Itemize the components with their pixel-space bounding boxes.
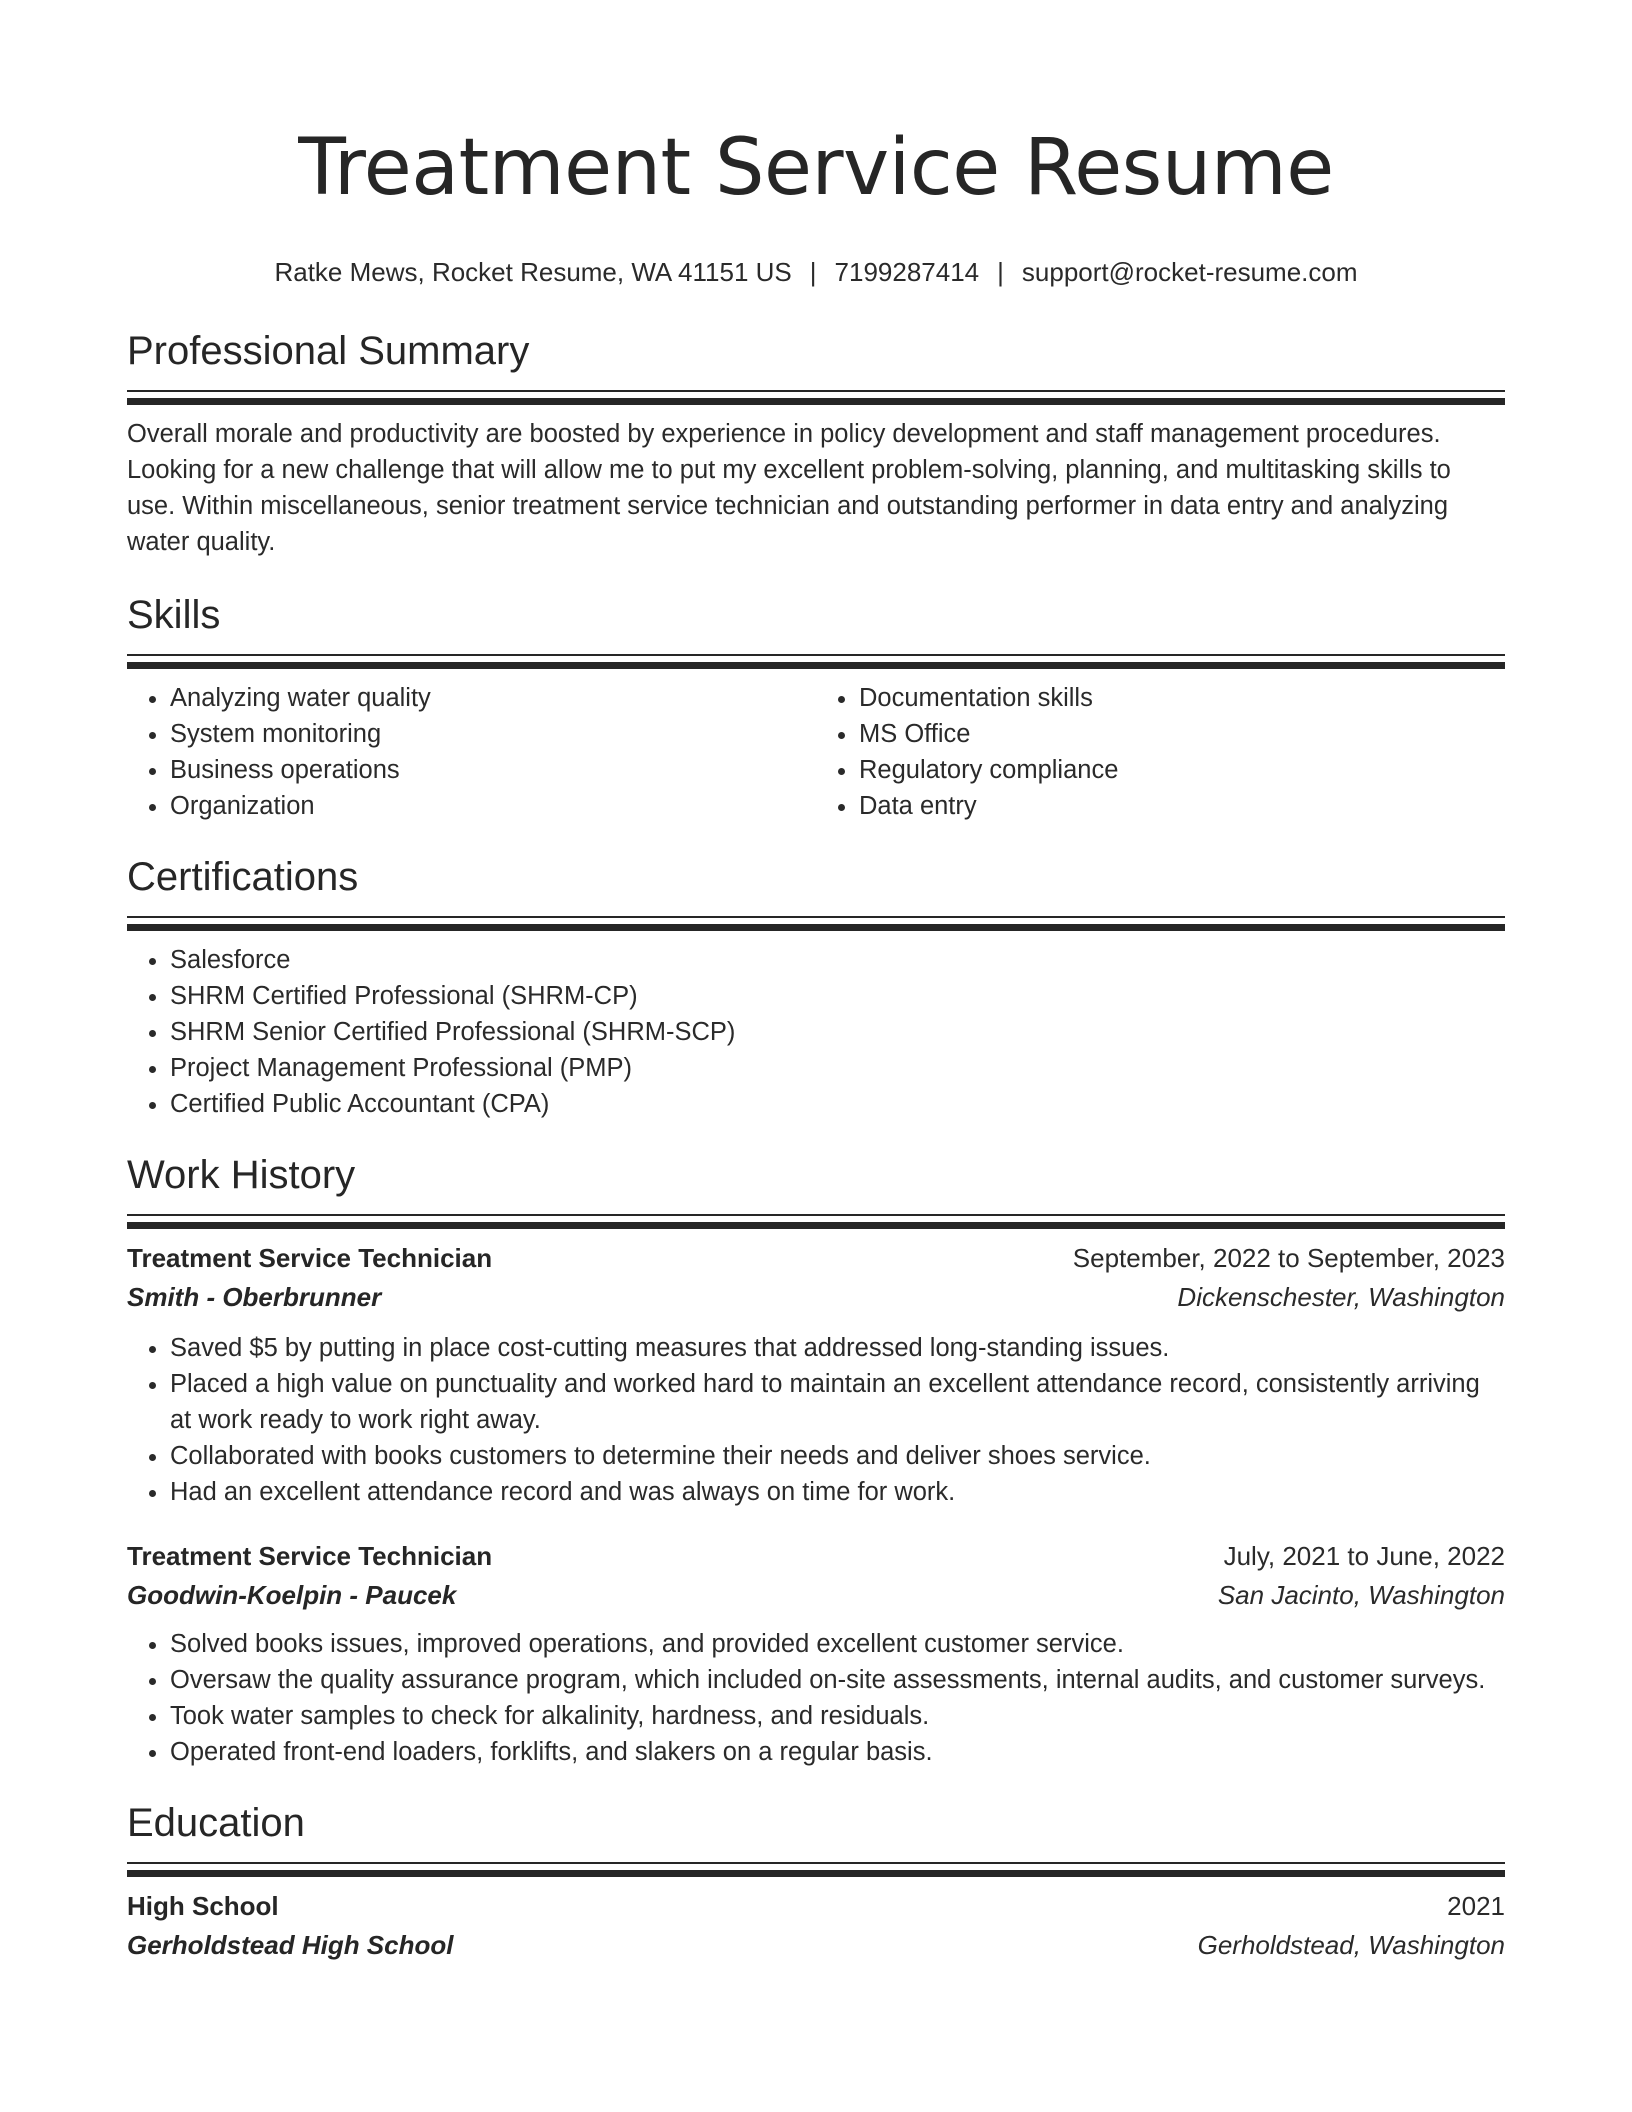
contact-separator: | xyxy=(997,257,1004,287)
section-heading-summary: Professional Summary xyxy=(127,329,530,373)
contact-address: Ratke Mews, Rocket Resume, WA 41151 US xyxy=(274,257,792,287)
skill-item: • MS Office xyxy=(859,716,1505,752)
section-heading-work-history: Work History xyxy=(127,1153,356,1197)
section-divider xyxy=(127,654,1505,659)
education-location: Gerholdstead, Washington xyxy=(1197,1930,1505,1960)
contact-phone: 7199287414 xyxy=(834,257,980,287)
summary-text: Overall morale and productivity are boosted by experience in policy development and staff management procedures. Looking for a new challenge that will allow me to put my excellent problem-solving, planning, and multitasking skills to use. Within miscellaneous, senior treatment service technician and outstanding performer in data entry and analyzing water quality. xyxy=(127,420,1451,556)
skills-list-left xyxy=(127,680,816,824)
job-duty-item: • Collaborated with books customers to determine their needs and deliver shoes service. xyxy=(170,1438,1505,1474)
certifications-list xyxy=(127,942,1505,1122)
certification-item: • Certified Public Accountant (CPA) xyxy=(170,1086,1505,1122)
job-location: Dickenschester, Washington xyxy=(1177,1282,1505,1312)
job-dates: September, 2022 to September, 2023 xyxy=(1072,1243,1505,1273)
job-duty-item: • Operated front-end loaders, forklifts, and slakers on a regular basis. xyxy=(170,1734,1505,1770)
education-degree: High School xyxy=(127,1891,279,1921)
job-location: San Jacinto, Washington xyxy=(1217,1580,1505,1610)
section-heading-skills: Skills xyxy=(127,593,221,637)
skills-columns xyxy=(127,680,1505,824)
education-year: 2021 xyxy=(1447,1891,1505,1921)
education-section xyxy=(127,1798,1505,1964)
certification-item: • Salesforce xyxy=(170,942,1505,978)
job-duty-item: • Placed a high value on punctuality and worked hard to maintain an excellent attendance record, consistently arriving at work ready to work right away. xyxy=(170,1366,1505,1438)
job-duty-item: • Took water samples to check for alkalinity, hardness, and residuals. xyxy=(170,1698,1505,1734)
work-history-section xyxy=(127,1150,1505,1770)
job-title: Treatment Service Technician xyxy=(127,1541,493,1571)
job-duty-item: • Had an excellent attendance record and was always on time for work. xyxy=(170,1474,1505,1510)
certification-item: • SHRM Senior Certified Professional (SHRM-SCP) xyxy=(170,1014,1505,1050)
contact-email: support@rocket-resume.com xyxy=(1021,257,1358,287)
education-school: Gerholdstead High School xyxy=(127,1930,454,1960)
section-divider xyxy=(127,916,1505,921)
job-dates: July, 2021 to June, 2022 xyxy=(1223,1541,1505,1571)
job-duty-item: • Solved books issues, improved operations, and provided excellent customer service. xyxy=(170,1626,1505,1662)
skill-item: • Documentation skills xyxy=(859,680,1505,716)
summary-section xyxy=(127,326,1505,560)
skills-list-right xyxy=(816,680,1505,824)
certification-item: • SHRM Certified Professional (SHRM-CP) xyxy=(170,978,1505,1014)
section-divider xyxy=(127,1214,1505,1219)
job-title: Treatment Service Technician xyxy=(127,1243,493,1273)
job-employer: Goodwin-Koelpin - Paucek xyxy=(127,1580,457,1610)
job-duties-list xyxy=(127,1330,1505,1510)
education-entry xyxy=(127,1886,1505,1964)
certification-item: • Project Management Professional (PMP) xyxy=(170,1050,1505,1086)
resume-title: Treatment Service Resume xyxy=(298,123,1334,213)
section-divider xyxy=(127,390,1505,395)
section-heading-certifications: Certifications xyxy=(127,855,359,899)
skill-item: • Analyzing water quality xyxy=(170,680,816,716)
skill-item: • Business operations xyxy=(170,752,816,788)
job-employer: Smith - Oberbrunner xyxy=(127,1282,382,1312)
job-duty-item: • Saved $5 by putting in place cost-cutting measures that addressed long-standing issues. xyxy=(170,1330,1505,1366)
skill-item: • Data entry xyxy=(859,788,1505,824)
job-entry xyxy=(127,1238,1505,1510)
job-entry xyxy=(127,1536,1505,1770)
certifications-section xyxy=(127,852,1505,1122)
contact-line xyxy=(127,252,1505,292)
section-divider xyxy=(127,1862,1505,1867)
skill-item: • System monitoring xyxy=(170,716,816,752)
section-heading-education: Education xyxy=(127,1801,305,1845)
job-duties-list xyxy=(127,1626,1505,1770)
job-duty-item: • Oversaw the quality assurance program, which included on-site assessments, internal audits, and customer surveys. xyxy=(170,1662,1505,1698)
skills-section xyxy=(127,590,1505,824)
contact-separator: | xyxy=(809,257,817,287)
skill-item: • Organization xyxy=(170,788,816,824)
skill-item: • Regulatory compliance xyxy=(859,752,1505,788)
